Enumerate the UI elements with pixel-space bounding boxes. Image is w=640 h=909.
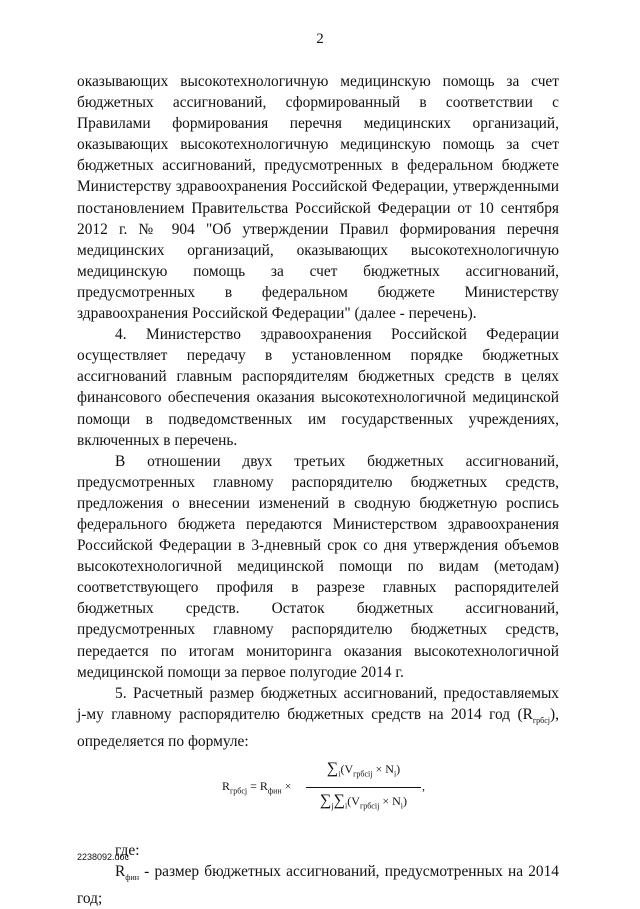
paragraph-5 <box>77 683 559 752</box>
formula-comma: , <box>422 779 425 794</box>
paragraph-4: 4. Министерство здравоохранения Российской Федерации осуществляет передачу в установленном порядке бюджетных ассигнований главным распорядителям бюджетных средств в целях финансового обеспечения оказания высокотехнологичной медицинской помощи в подведомственных им государственных учреждениях, включенных в перечень. <box>77 326 559 449</box>
p5-subscript: грбсj <box>532 715 551 725</box>
paragraph-remaining-funds: В отношении двух третьих бюджетных ассигнований, предусмотренных главному распорядителю бюджетных средств, предложения о внесении изменений в сводную бюджетную роспись федерального бюджета передаются Министерством здравоохранения Российской Федерации в 3-дневный срок со дня утверждения объемов высокотехнологичной медицинской помощи по видам (методам) соответствующего профиля в разрезе главных распорядителей бюджетных средств. Остаток бюджетных ассигнований, предусмотренных главному распорядителю бюджетных средств, передается по итогам мониторинга оказания высокотехнологичной медицинской помощи за первое полугодие 2014 г. <box>77 452 559 681</box>
file-name-footer: 2238092.doc <box>77 852 130 862</box>
formula-denominator: $\sum_j\sum_i(V_{грбсij} \times N_i)$ <box>320 791 407 810</box>
definition-rfin: $R_{фин}$ - размер бюджетных ассигнований, предусмотренных на 2014 год; <box>77 863 559 908</box>
paragraph-1: оказывающих высокотехнологичную медицинскую помощь за счет бюджетных ассигнований, сформированный в соответствии с Правилами формирования перечня медицинских организаций, оказывающих высокотехнологичную медицинскую помощь за счет бюджетных ассигнований, предусмотренных в федеральном бюджете Министерству здравоохранения Российской Федерации, утвержденными постановлением Правительства Российской Федерации от 10 сентября 2012 г. № 904 "Об утверждении Правил формирования перечня медицинских организаций, оказывающих высокотехнологичную медицинскую помощь за счет бюджетных ассигнований, предусмотренных в федеральном бюджете Министерству здравоохранения Российской Федерации" (далее - перечень). <box>77 73 559 323</box>
document-body <box>77 71 559 909</box>
formula <box>77 758 559 816</box>
formula-fraction <box>306 758 421 816</box>
formula-lhs: $R_{грбсj} = R_{фин}$ × <box>222 779 292 796</box>
where-label: где: <box>115 842 140 860</box>
p5-prefix: 5. Расчетный размер бюджетных ассигнований, предоставляемых j-му главному распорядителю бюджетных средств на 2014 год (R <box>77 684 559 723</box>
page-number: 2 <box>316 31 324 47</box>
formula-numerator: $\sum_i(V_{грбсij} \times N_i)$ <box>326 760 401 779</box>
p5-suffix: ), определяется по формуле: <box>77 705 559 750</box>
